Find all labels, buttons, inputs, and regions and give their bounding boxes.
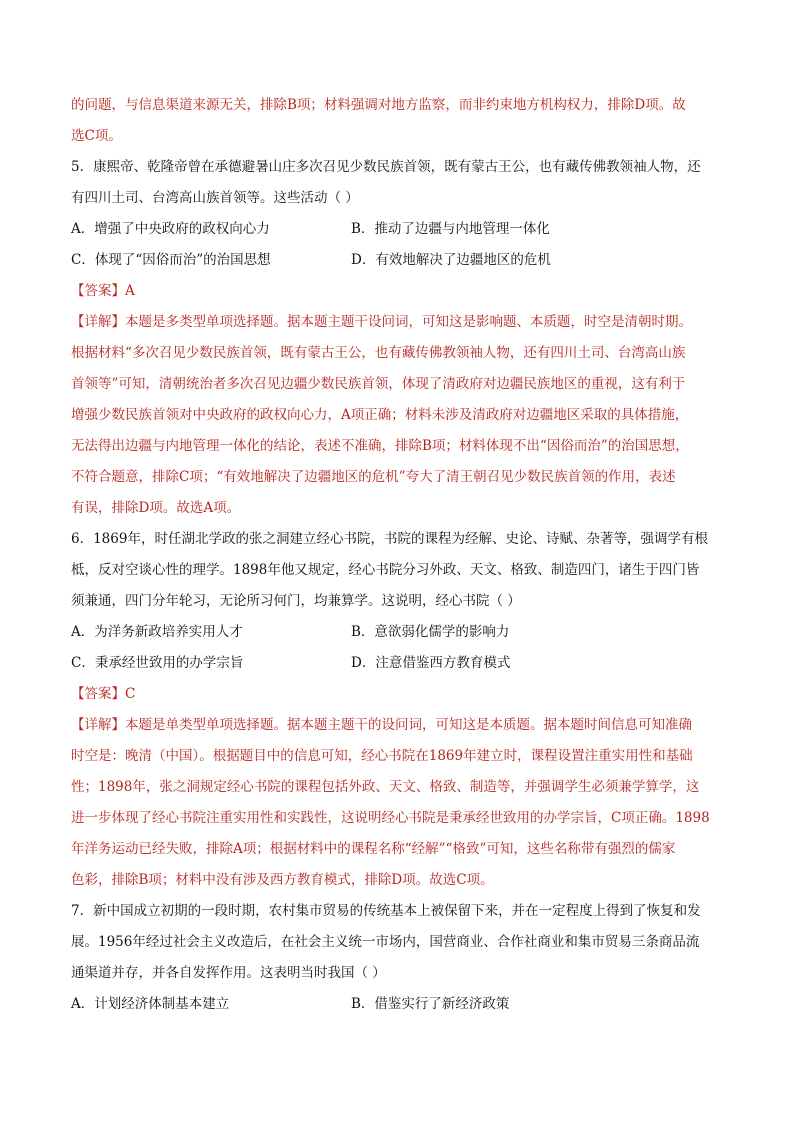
- q6-stem-line: 柢，反对空谈心性的理学。1898年他又规定，经心书院分习外政、天文、格致、制造四门，诸生于四门皆: [71, 562, 700, 578]
- q5-option-b: B．推动了边疆与内地管理一体化: [351, 221, 550, 237]
- q6-options-row: [71, 648, 731, 679]
- q5-detail-line: 不符合题意，排除C项；“有效地解决了边疆地区的危机”夸大了清王朝召见少数民族首领的作用，表述: [71, 469, 676, 485]
- answer-tag: 【答案】: [71, 686, 125, 702]
- detail-text: 色彩: [71, 872, 98, 888]
- q5-detail-line: 根据材料“多次召见少数民族首领，既有蒙古王公，也有藏传佛教领袖人物，还有四川土司、台湾高山族: [71, 345, 686, 361]
- q5-detail-line: 无法得出边疆与内地管理一体化的结论，表述不准确，排除B项；材料体现不出“因俗而治”的治国思想，: [71, 438, 689, 454]
- q7-stem-line: 展。1956年经过社会主义改造后，在社会主义统一市场内，国营商业、合作社商业和集市贸易三条商品流: [71, 934, 700, 950]
- answer-value: C: [125, 686, 136, 702]
- q5-options-row: [71, 214, 731, 245]
- q7-option-b: B．借鉴实行了新经济政策: [351, 996, 510, 1012]
- detail-text: 进一步体现了经心书院注重实用性和实践性，这说明经心书院是秉承经世致用的办学宗旨，C项正确。: [71, 810, 676, 826]
- q6-options-row: [71, 617, 731, 648]
- q6-option-c: C．秉承经世致用的办学宗旨: [71, 655, 244, 671]
- answer-value: A: [125, 283, 135, 299]
- q6-option-a: A．为洋务新政培养实用人才: [71, 624, 243, 640]
- detail-tag: 【详解】: [71, 314, 125, 330]
- q5-option-a: A．增强了中央政府的政权向心力: [71, 221, 270, 237]
- detail-text: 年洋务运动已经失败，排除A项；根据材料中的课程名称“经解”“格致”可知，: [71, 841, 527, 857]
- q6-detail-line: 时空是：晚清（中国）。根据题目中的信息可知，经心书院在1869年建立时，课程设置注重实用性和基础: [71, 748, 693, 764]
- detail-tag: 【详解】: [71, 717, 125, 733]
- detail-text: ，排除B项；材料中没有涉及西方教育模式，排除D项。故选C项。: [98, 872, 494, 888]
- q6-option-d: D．注意借鉴西方教育模式: [351, 655, 511, 671]
- document-content: [71, 90, 731, 1020]
- q6-detail-line: 性；1898年，张之洞规定经心书院的课程包括外政、天文、格致、制造等，并强调学生必须兼学算学，这: [71, 779, 700, 795]
- q5-option-d: D．有效地解决了边疆地区的危机: [351, 252, 551, 268]
- detail-text: 1898: [675, 810, 710, 826]
- q5-option-c: C．体现了“因俗而治”的治国思想: [71, 252, 271, 268]
- answer-tag: 【答案】: [71, 283, 125, 299]
- q5-stem-line: 有四川土司、台湾高山族首领等。这些活动（ ）: [71, 190, 359, 206]
- q7-option-a: A．计划经济体制基本建立: [71, 996, 230, 1012]
- intro-line: 的问题，与信息渠道来源无关，排除B项；材料强调对地方监察，而非约束地方机构权力，排除D项。故: [71, 97, 686, 113]
- q5-detail-line: 首领等”可知，清朝统治者多次召见边疆少数民族首领，体现了清政府对边疆民族地区的重视，这有利于: [71, 376, 686, 392]
- detail-text: 这些名称带有强烈的儒家: [526, 841, 676, 857]
- q5-stem-line: 5．康熙帝、乾隆帝曾在承德避暑山庄多次召见少数民族首领，既有蒙古王公，也有藏传佛教领袖人物，还: [71, 159, 701, 175]
- q6-answer: [71, 679, 731, 710]
- q6-detail-line: [71, 865, 731, 896]
- q5-detail-line: 有误，排除D项。故选A项。: [71, 500, 241, 516]
- q5-detail-line: [71, 307, 731, 338]
- q7-options-row: [71, 989, 731, 1020]
- q6-option-b: B．意欲弱化儒学的影响力: [351, 624, 510, 640]
- intro-line: 选C项。: [71, 128, 122, 144]
- q6-detail-line: [71, 803, 731, 834]
- q5-options-row: [71, 245, 731, 276]
- q6-detail-line: [71, 834, 731, 865]
- q6-stem-line: 6．1869年，时任湖北学政的张之洞建立经心书院，书院的课程为经解、史论、诗赋、杂著等，强调学有根: [71, 531, 708, 547]
- q5-answer: [71, 276, 731, 307]
- q6-detail-line: [71, 710, 731, 741]
- q5-detail-line: 增强少数民族首领对中央政府的政权向心力，A项正确；材料未涉及清政府对边疆地区采取的具体措施，: [71, 407, 689, 423]
- q6-stem-line: 须兼通，四门分年轮习，无论所习何门，均兼算学。这说明，经心书院（ ）: [71, 593, 521, 609]
- q7-stem-line: 7．新中国成立初期的一段时期，农村集市贸易的传统基本上被保留下来，并在一定程度上得到了恢复和发: [71, 903, 701, 919]
- detail-text: 本题是多类型单项选择题。据本题主题干设问词，可知这是影响题、本质题，时空是清朝时期。: [125, 314, 692, 330]
- detail-text: 本题是单类型单项选择题。据本题主题干的设问词，可知这是本质题。据本题时间信息可知准确: [125, 717, 692, 733]
- q7-stem-line: 通渠道并存，并各自发挥作用。这表明当时我国（ ）: [71, 965, 386, 981]
